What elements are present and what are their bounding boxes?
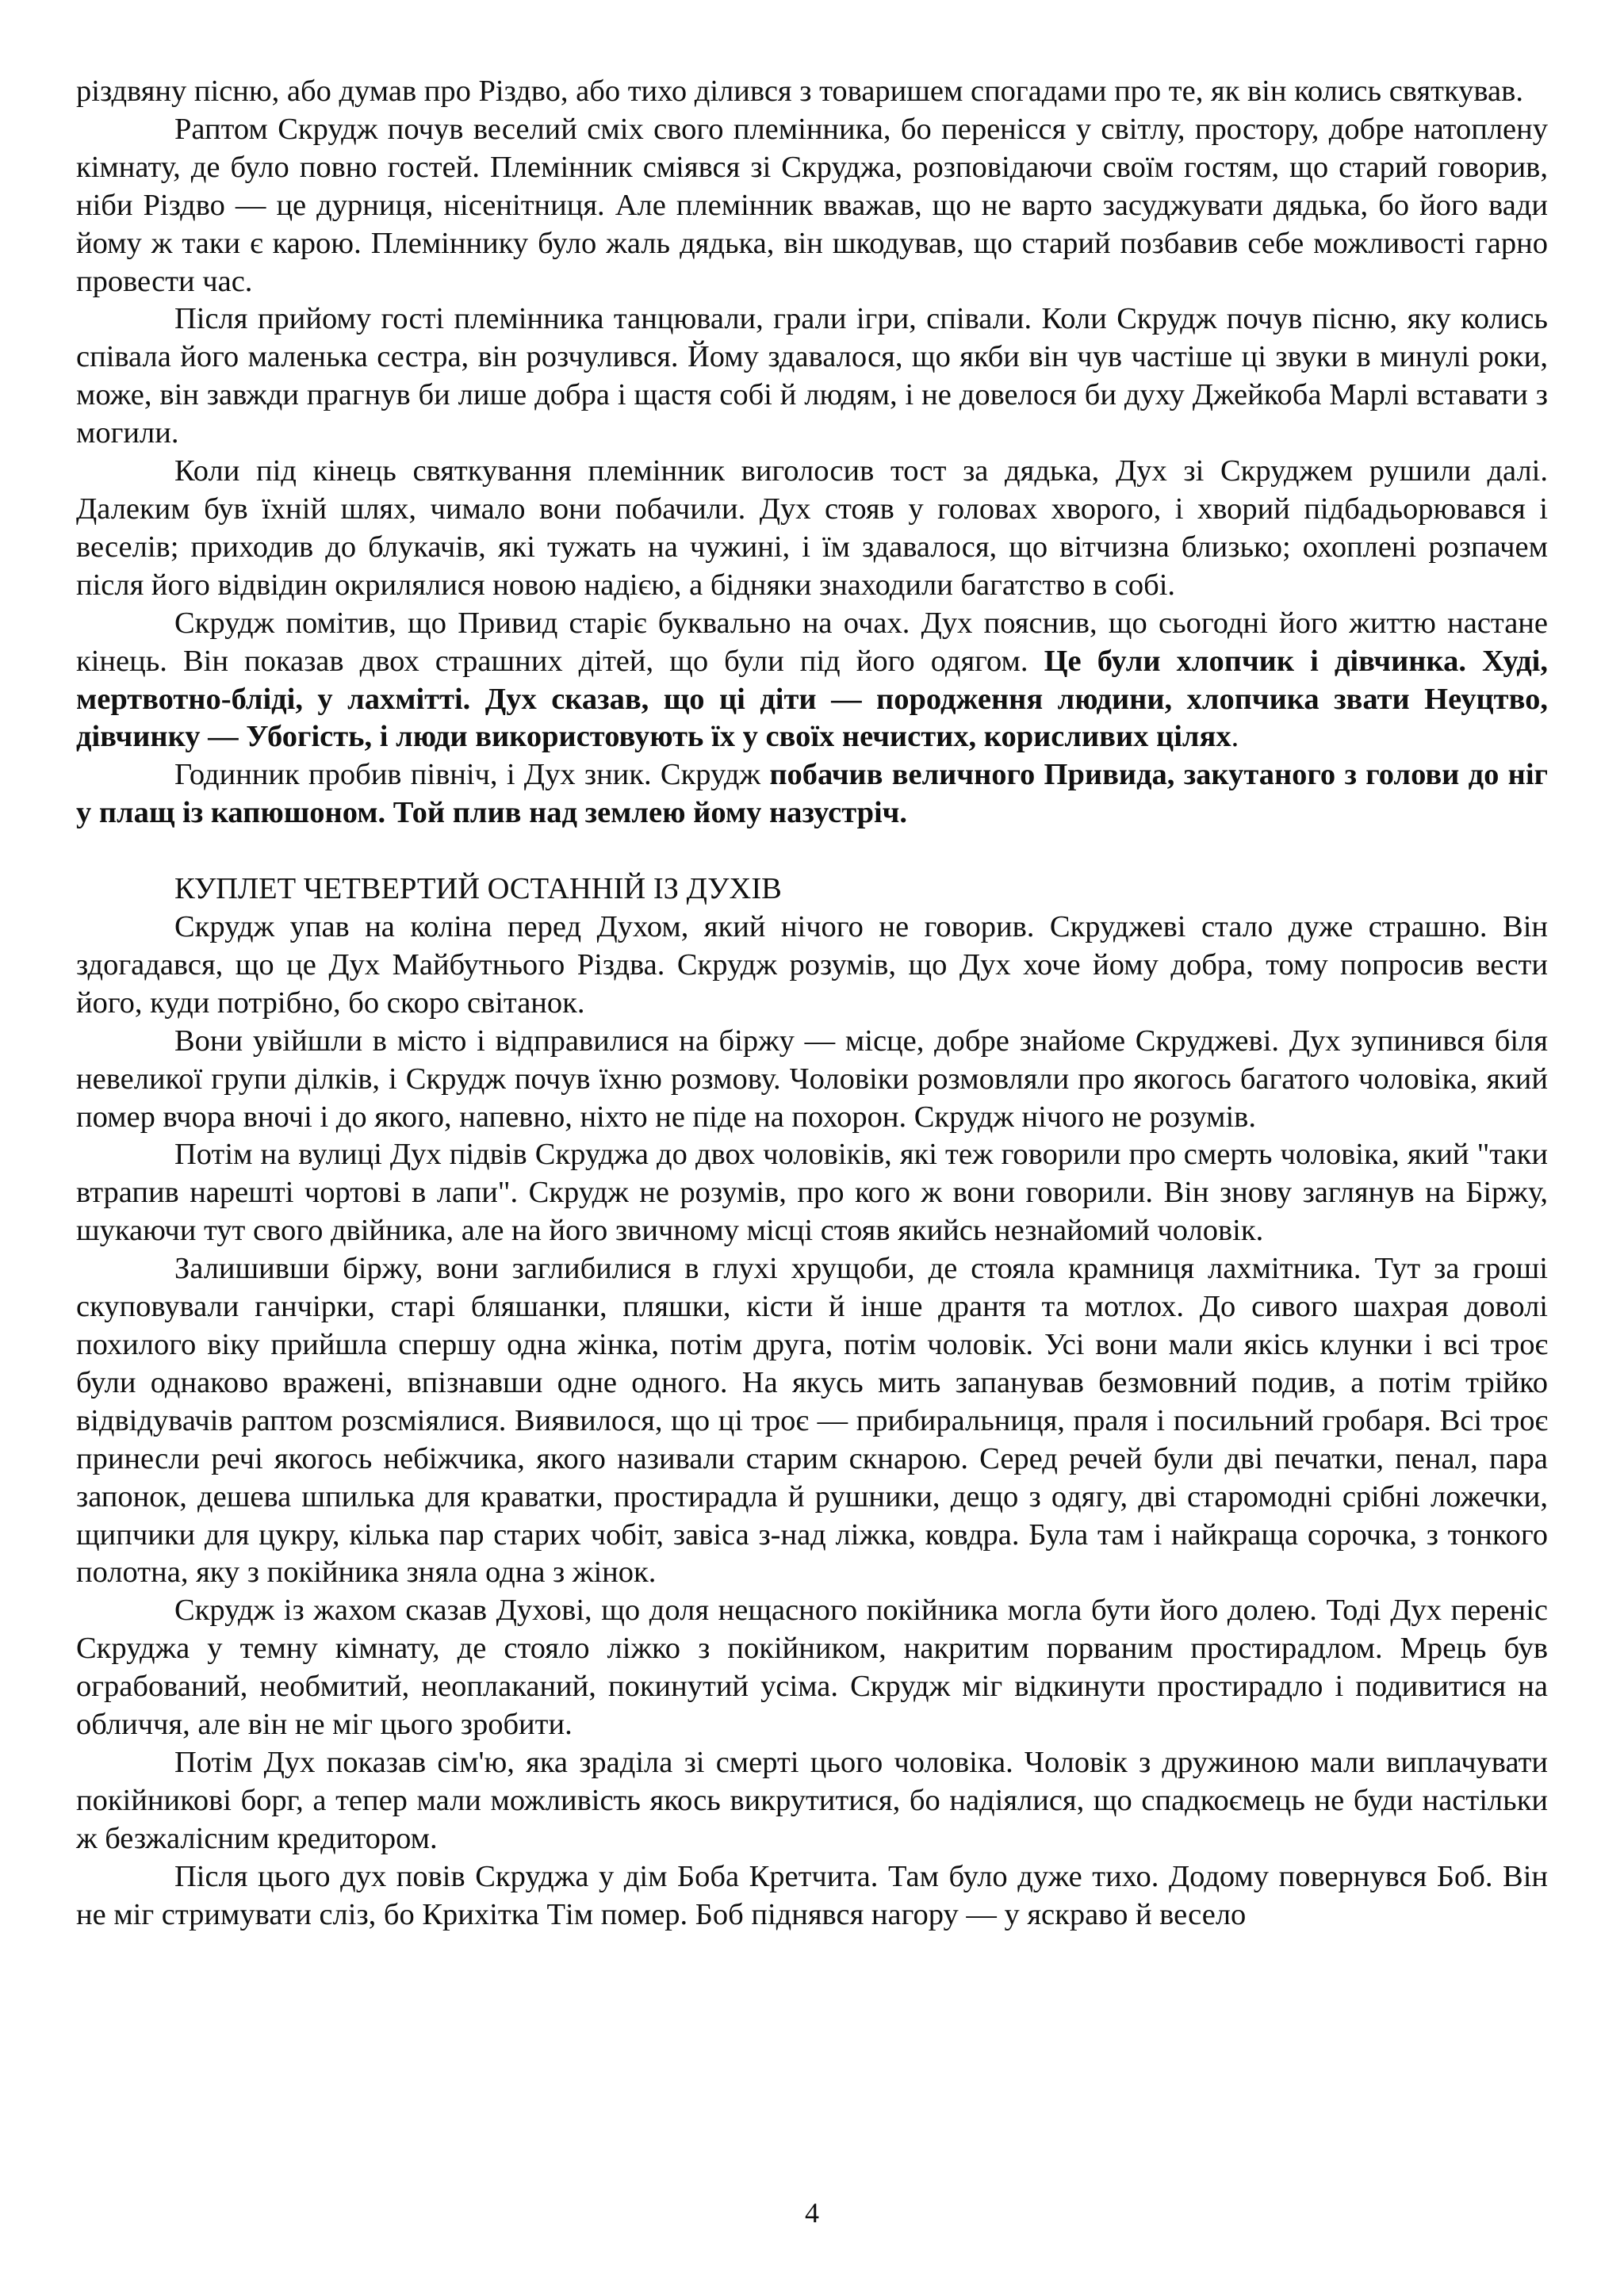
text-run: Раптом Скрудж почув веселий сміх свого племінника, бо перенісся у світлу, простору, добре натоплену кімнату, де було повно гостей. Племінник сміявся зі Скруджа, розповідаючи своїм гостям, що старий говорив, ніби Різдво — це дурниця, нісенітниця. Але племінник вважав, що не варто засуджувати дядька, бо його вади йому ж таки є карою. Племіннику було жаль дядька, він шкодував, що старий позбавив себе можливості гарно провести час. — [76, 112, 1548, 298]
paragraph — [76, 300, 1548, 453]
text-run: КУПЛЕТ ЧЕТВЕРТИЙ ОСТАННІЙ ІЗ ДУХІВ — [174, 872, 782, 906]
paragraph — [76, 453, 1548, 605]
paragraph — [76, 73, 1548, 111]
paragraph — [76, 909, 1548, 1023]
paragraph — [76, 111, 1548, 301]
paragraph — [76, 756, 1548, 832]
text-run: Після цього дух повів Скруджа у дім Боба Кретчита. Там було дуже тихо. Додому повернувся Боб. Він не міг стримувати сліз, бо Крихітка Тім помер. Боб піднявся нагору — у яскраво й весело — [76, 1859, 1548, 1931]
text-run: Скрудж упав на коліна перед Духом, який нічого не говорив. Скруджеві стало дуже страшно. Він здогадався, що це Дух Майбутнього Різдва. Скрудж розумів, що Дух хоче йому добра, тому попросив вести його, куди потрібно, бо скоро світанок. — [76, 910, 1548, 1020]
text-run: Потім Дух показав сім'ю, яка зраділа зі смерті цього чоловіка. Чоловік з дружиною мали виплачувати покійникові борг, а тепер мали можливість якось викрутитися, бо надіялися, що спадкоємець не буди настільки ж безжалісним кредитором. — [76, 1745, 1548, 1855]
paragraph — [76, 1136, 1548, 1250]
text-run: Скрудж помітив, що Привид старіє буквально на очах. Дух пояснив, що сьогодні його життю настане кінець. Він показав двох страшних дітей, що були під його одягом. — [76, 606, 1548, 678]
section-heading — [76, 871, 1548, 909]
page-number: 4 — [805, 2197, 819, 2229]
paragraph — [76, 605, 1548, 757]
document-body — [76, 73, 1548, 1934]
text-run: Потім на вулиці Дух підвів Скруджа до двох чоловіків, які теж говорили про смерть чоловіка, який "таки втрапив нарешті чортові в лапи". Скрудж не розумів, про кого ж вони говорили. Він знову заглянув на Біржу, шукаючи тут свого двійника, але на його звичному місці стояв якийсь незнайомий чоловік. — [76, 1138, 1548, 1248]
bold-text-run: побачив величного Привида, закутаного з голови до ніг у плащ із капюшоном. Той плив над землею йому назустріч. — [76, 758, 1548, 830]
text-run: Залишивши біржу, вони заглибилися в глухі хрущоби, де стояла крамниця лахмітника. Тут за гроші скуповували ганчірки, старі бляшанки, пляшки, кісти й інше дрантя та мотлох. До сивого шахрая доволі похилого віку прийшла спершу одна жінка, потім друга, потім чоловік. Усі вони мали якісь клунки і всі троє були однаково вражені, впізнавши одне одного. На якусь мить запанував безмовний подив, а потім трійко відвідувачів раптом розсміялися. Виявилося, що ці троє — прибиральниця, праля і посильний гробаря. Всі троє принесли речі якогось небіжчика, якого називали старим скнарою. Серед речей були дві печатки, пенал, пара запонок, дешева шпилька для краватки, простирадла й рушники, дещо з одягу, дві старомодні срібні ложечки, щипчики для цукру, кілька пар старих чобіт, завіса з-над ліжка, ковдра. Була там і найкраща сорочка, з тонкого полотна, яку з покійника зняла одна з жінок. — [76, 1252, 1548, 1590]
text-run: Вони увійшли в місто і відправилися на біржу — місце, добре знайоме Скруджеві. Дух зупинився біля невеликої групи ділків, і Скрудж почув їхню розмову. Чоловіки розмовляли про якогось багатого чоловіка, який помер вчора вночі і до якого, напевно, ніхто не піде на похорон. Скрудж нічого не розумів. — [76, 1024, 1548, 1134]
paragraph — [76, 1250, 1548, 1592]
text-run: Після прийому гості племінника танцювали, грали ігри, співали. Коли Скрудж почув пісню, яку колись співала його маленька сестра, він розчулився. Йому здавалося, що якби він чув частіше ці звуки в минулі роки, може, він завжди прагнув би лише добра і щастя собі й людям, і не довелося би духу Джейкоба Марлі вставати з могили. — [76, 302, 1548, 450]
text-run: різдвяну пісню, або думав про Різдво, або тихо ділився з товаришем спогадами про те, як він колись святкував. — [76, 75, 1523, 108]
paragraph — [76, 1023, 1548, 1137]
paragraph — [76, 1744, 1548, 1858]
text-run: Скрудж із жахом сказав Духові, що доля нещасного покійника могла бути його долею. Тоді Дух переніс Скруджа у темну кімнату, де стояло ліжко з покійником, накритим порваним простирадлом. Мрець був ограбований, необмитий, неоплаканий, покинутий усіма. Скрудж міг відкинути простирадло і подивитися на обличчя, але він не міг цього зробити. — [76, 1594, 1548, 1742]
bold-text-run: Це були хлопчик і дівчинка. Худі, мертвотно-бліді, у лахмітті. Дух сказав, що ці діти — породження людини, хлопчика звати Неуцтво, дівчинку — Убогість, і люди використовують їх у своїх нечистих, корисливих цілях — [76, 644, 1548, 754]
paragraph — [76, 1858, 1548, 1934]
paragraph — [76, 1592, 1548, 1744]
text-run: . — [1231, 720, 1239, 754]
text-run: Годинник пробив північ, і Дух зник. Скрудж — [174, 758, 770, 792]
text-run: Коли під кінець святкування племінник виголосив тост за дядька, Дух зі Скруджем рушили далі. Далеким був їхній шлях, чимало вони побачили. Дух стояв у головах хворого, і хворий підбадьорювався і веселів; приходив до блукачів, які тужать на чужині, і їм здавалося, що вітчизна близько; охоплені розпачем після його відвідин окрилялися новою надією, а бідняки знаходили багатство в собі. — [76, 454, 1548, 602]
